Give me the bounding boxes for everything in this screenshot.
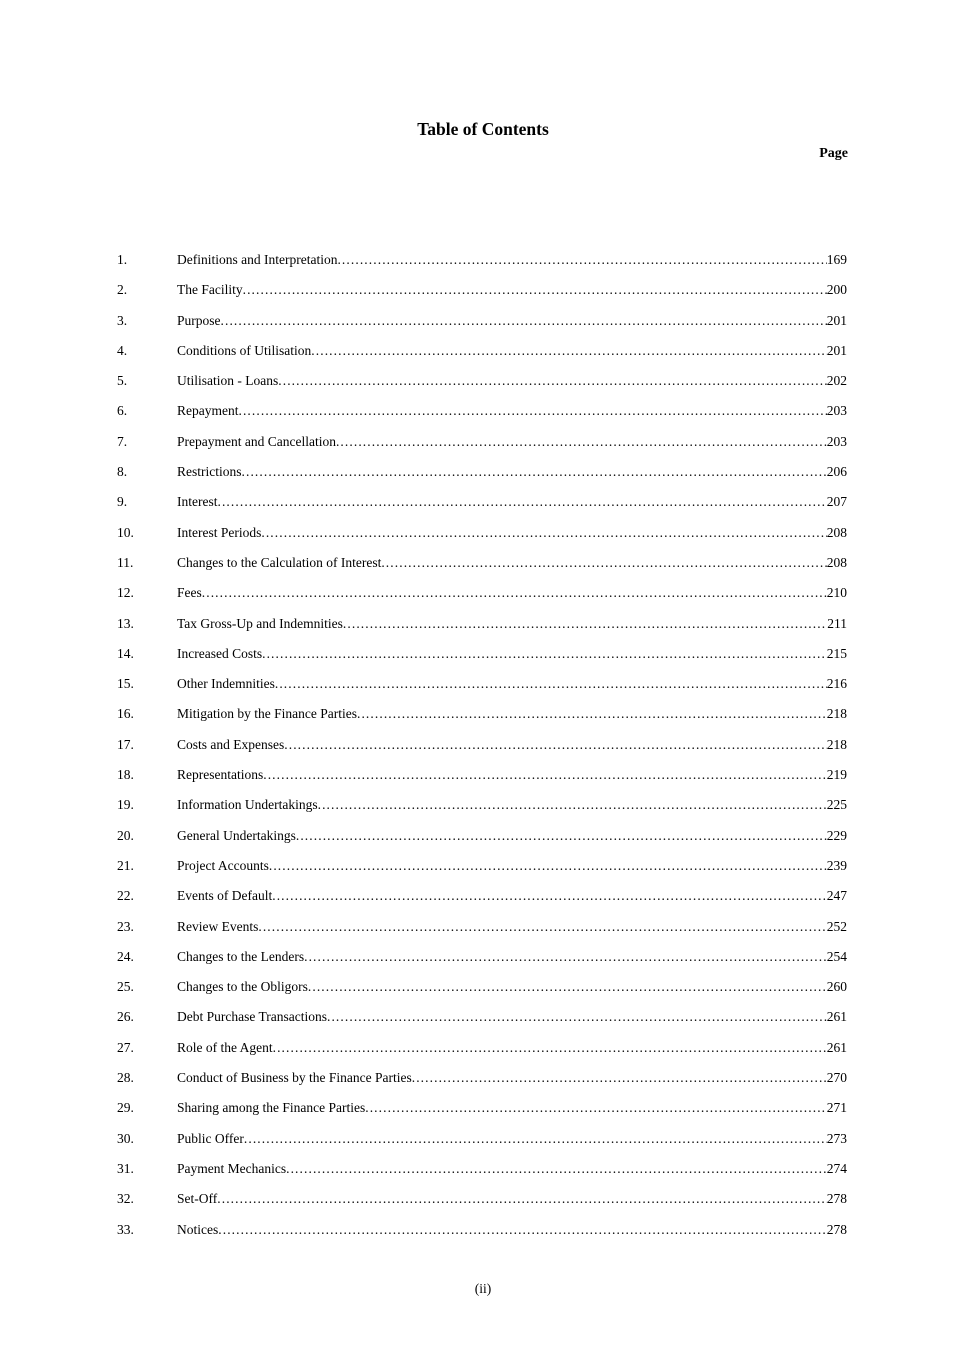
toc-entry-title: General Undertakings <box>177 827 296 843</box>
toc-leader-dots <box>263 760 827 790</box>
toc-entry-number: 6. <box>117 403 128 419</box>
toc-entry-page: 273 <box>826 1130 847 1146</box>
toc-leader-dots <box>357 699 827 729</box>
toc-row <box>117 669 847 699</box>
toc-entry-number: 23. <box>117 918 134 934</box>
toc-entry-number: 24. <box>117 948 134 964</box>
toc-entry-page: 252 <box>826 918 847 934</box>
toc-entry-number: 28. <box>117 1070 134 1086</box>
toc-entry-page: 208 <box>826 554 847 570</box>
toc-entry-number: 21. <box>117 857 134 873</box>
toc-leader-dots <box>262 639 827 669</box>
toc-entry-number: 7. <box>117 433 128 449</box>
toc-leader-dots <box>365 1093 827 1123</box>
toc-entry-title: Costs and Expenses <box>177 736 285 752</box>
toc-entry-page: 201 <box>826 312 847 328</box>
toc-row <box>117 609 847 639</box>
toc-entry-page: 215 <box>826 645 847 661</box>
toc-entry-title: Conditions of Utilisation <box>177 342 312 358</box>
toc-leader-dots <box>286 1154 827 1184</box>
toc-entry-title: Public Offer <box>177 1130 244 1146</box>
toc-row <box>117 1002 847 1032</box>
toc-leader-dots <box>337 245 826 275</box>
toc-entry-number: 17. <box>117 736 134 752</box>
toc-entry-number: 18. <box>117 767 134 783</box>
toc-entry-number: 1. <box>117 252 128 267</box>
toc-entry-title: Payment Mechanics <box>177 1160 287 1176</box>
toc-entry-page: 216 <box>826 676 847 692</box>
toc-entry-number: 29. <box>117 1100 134 1116</box>
page-title: Table of Contents <box>417 119 549 139</box>
toc-entry-title: Representations <box>177 767 264 783</box>
toc-entry-number: 30. <box>117 1130 134 1146</box>
toc-leader-dots <box>217 487 826 517</box>
toc-row <box>117 518 847 548</box>
toc-leader-dots <box>202 578 827 608</box>
toc-entry-title: Role of the Agent <box>177 1039 273 1055</box>
toc-leader-dots <box>278 366 827 396</box>
toc-row <box>117 972 847 1002</box>
toc-entry-title: Events of Default <box>177 888 273 904</box>
toc-entry-page: 278 <box>826 1191 847 1207</box>
toc-entry-title: Mitigation by the Finance Parties <box>177 706 357 722</box>
toc-leader-dots <box>244 1124 827 1154</box>
toc-entry-number: 15. <box>117 676 134 692</box>
toc-row <box>117 427 847 457</box>
toc-entry-page: 239 <box>826 857 847 873</box>
toc-row <box>117 457 847 487</box>
toc-entry-page: 203 <box>826 403 847 419</box>
toc-entry-title: Notices <box>177 1221 219 1237</box>
toc-entry-title: Interest Periods <box>177 524 262 540</box>
toc-entry-page: 202 <box>826 373 847 389</box>
toc-entry-title: Information Undertakings <box>177 797 318 813</box>
toc-entry-title: Project Accounts <box>177 857 269 873</box>
toc-leader-dots <box>218 1215 827 1245</box>
toc-leader-dots <box>308 972 827 1002</box>
toc-leader-dots <box>261 518 826 548</box>
toc-entry-page: 207 <box>826 494 847 510</box>
toc-entry-page: 225 <box>826 797 847 813</box>
toc-leader-dots <box>336 427 827 457</box>
toc-entry-number: 32. <box>117 1191 134 1207</box>
toc-entry-title: Changes to the Obligors <box>177 979 308 995</box>
toc-leader-dots <box>275 669 827 699</box>
toc-entry-title: Utilisation - Loans <box>177 373 279 389</box>
toc-entry-number: 19. <box>117 797 134 813</box>
toc-row <box>117 1184 847 1214</box>
page-column-label: Page <box>819 146 848 161</box>
toc-leader-dots <box>311 336 826 366</box>
toc-entry-page: 254 <box>826 948 847 964</box>
toc-row <box>117 699 847 729</box>
toc-entry-number: 12. <box>117 585 134 601</box>
toc-row <box>117 790 847 820</box>
toc-entry-page: 274 <box>826 1160 847 1176</box>
toc-entry-number: 25. <box>117 979 134 995</box>
toc-entry-title: Increased Costs <box>177 645 263 661</box>
toc-leader-dots <box>327 1002 827 1032</box>
toc-row <box>117 396 847 426</box>
toc-leader-dots <box>217 1184 827 1214</box>
toc-list <box>117 245 847 1245</box>
toc-row <box>117 881 847 911</box>
toc-entry-number: 33. <box>117 1221 134 1237</box>
toc-entry-number: 10. <box>117 524 134 540</box>
toc-entry-title: Purpose <box>177 312 221 328</box>
toc-row <box>117 336 847 366</box>
toc-entry-number: 20. <box>117 827 134 843</box>
toc-leader-dots <box>238 396 826 426</box>
toc-leader-dots <box>269 851 827 881</box>
toc-entry-page: 218 <box>826 706 847 722</box>
toc-entry-title: Changes to the Lenders <box>177 948 305 964</box>
toc-row <box>117 1033 847 1063</box>
toc-entry-page: 271 <box>826 1100 847 1116</box>
toc-row <box>117 1215 847 1245</box>
toc-entry-title: Interest <box>177 494 218 510</box>
toc-entry-page: 208 <box>826 524 847 540</box>
toc-entry-number: 31. <box>117 1160 134 1176</box>
toc-row <box>117 1124 847 1154</box>
toc-entry-number: 2. <box>117 282 128 298</box>
toc-row <box>117 821 847 851</box>
toc-row <box>117 366 847 396</box>
toc-entry-title: Restrictions <box>177 464 242 480</box>
toc-leader-dots <box>221 306 827 336</box>
toc-entry-title: Review Events <box>177 918 259 934</box>
toc-entry-number: 22. <box>117 888 134 904</box>
toc-row <box>117 487 847 517</box>
toc-entry-number: 9. <box>117 494 128 510</box>
toc-entry-page: 260 <box>826 979 847 995</box>
toc-entry-page: 261 <box>826 1009 847 1025</box>
toc-leader-dots <box>296 821 827 851</box>
toc-entry-number: 13. <box>117 615 134 631</box>
toc-entry-page: 278 <box>826 1221 847 1237</box>
toc-row <box>117 912 847 942</box>
toc-entry-title: Repayment <box>177 403 239 419</box>
toc-row <box>117 245 847 275</box>
toc-entry-title: Definitions and Interpretation <box>177 252 338 267</box>
toc-entry-title: Changes to the Calculation of Interest <box>177 554 382 570</box>
toc-entry-title: Conduct of Business by the Finance Parties <box>177 1070 412 1086</box>
toc-entry-title: Sharing among the Finance Parties <box>177 1100 366 1116</box>
toc-entry-number: 3. <box>117 312 128 328</box>
toc-entry-number: 16. <box>117 706 134 722</box>
toc-row <box>117 1063 847 1093</box>
toc-entry-title: Debt Purchase Transactions <box>177 1009 327 1025</box>
toc-leader-dots <box>343 609 827 639</box>
toc-row <box>117 730 847 760</box>
toc-leader-dots <box>258 912 826 942</box>
toc-row <box>117 942 847 972</box>
toc-entry-number: 26. <box>117 1009 134 1025</box>
toc-leader-dots <box>242 457 827 487</box>
toc-entry-title: Other Indemnities <box>177 676 275 692</box>
toc-entry-title: Prepayment and Cancellation <box>177 433 336 449</box>
toc-entry-page: 201 <box>826 342 847 358</box>
toc-leader-dots <box>284 730 827 760</box>
toc-entry-page: 211 <box>827 615 847 631</box>
toc-row <box>117 548 847 578</box>
toc-leader-dots <box>272 881 827 911</box>
toc-entry-title: Fees <box>177 585 202 601</box>
toc-entry-title: Set-Off <box>177 1191 218 1207</box>
toc-entry-number: 14. <box>117 645 134 661</box>
toc-entry-page: 247 <box>826 888 847 904</box>
toc-row <box>117 1154 847 1184</box>
toc-row <box>117 760 847 790</box>
toc-entry-number: 27. <box>117 1039 134 1055</box>
toc-leader-dots <box>412 1063 827 1093</box>
toc-entry-page: 270 <box>826 1070 847 1086</box>
toc-entry-number: 11. <box>117 554 134 570</box>
toc-leader-dots <box>304 942 827 972</box>
toc-row <box>117 851 847 881</box>
toc-entry-page: 210 <box>826 585 847 601</box>
toc-entry-title: Tax Gross-Up and Indemnities <box>177 615 343 631</box>
toc-leader-dots <box>318 790 827 820</box>
toc-row <box>117 306 847 336</box>
toc-entry-page: 203 <box>826 433 847 449</box>
toc-entry-page: 169 <box>826 252 847 267</box>
toc-entry-page: 206 <box>826 464 847 480</box>
toc-entry-page: 200 <box>826 282 847 298</box>
toc-entry-title: The Facility <box>177 282 243 298</box>
toc-entry-number: 4. <box>117 342 128 358</box>
toc-entry-page: 229 <box>826 827 847 843</box>
toc-row <box>117 639 847 669</box>
toc-entry-page: 261 <box>826 1039 847 1055</box>
toc-entry-number: 5. <box>117 373 128 389</box>
toc-leader-dots <box>243 275 827 305</box>
toc-leader-dots <box>381 548 826 578</box>
toc-leader-dots <box>273 1033 827 1063</box>
toc-row <box>117 578 847 608</box>
toc-row <box>117 275 847 305</box>
toc-entry-page: 218 <box>826 736 847 752</box>
page-number-footer: (ii) <box>474 1280 492 1296</box>
toc-entry-number: 8. <box>117 464 128 480</box>
toc-row <box>117 1093 847 1123</box>
toc-entry-page: 219 <box>826 767 847 783</box>
